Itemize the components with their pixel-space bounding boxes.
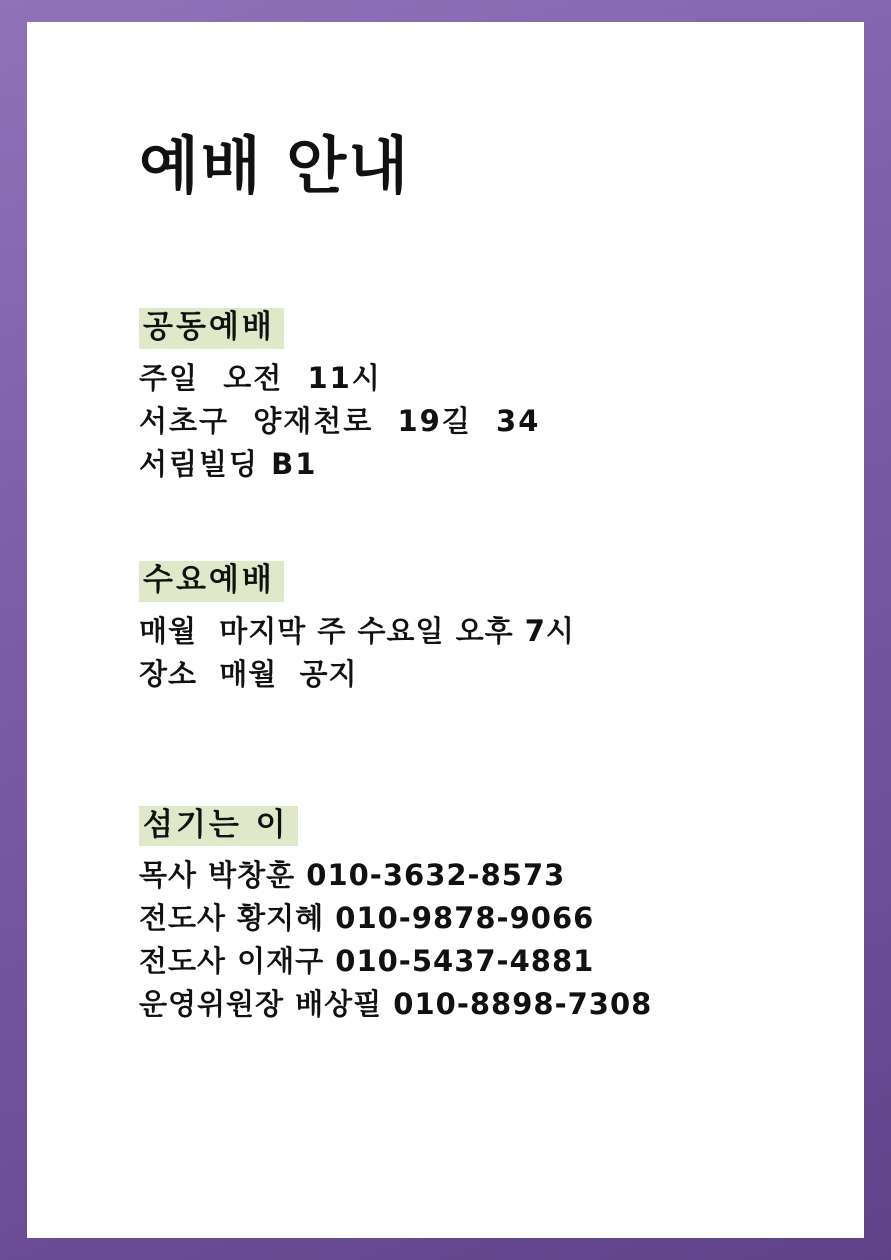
contact-line: 목사 박창훈 010-3632-8573 [139, 858, 566, 893]
section-lines [139, 357, 824, 486]
section-common-worship [139, 308, 824, 485]
section-heading: 공동예배 [139, 308, 284, 349]
contact-line: 전도사 이재구 010-5437-4881 [139, 944, 595, 979]
section-line: 서림빌딩 B1 [139, 446, 318, 481]
section-line: 서초구 양재천로 19길 34 [139, 403, 541, 438]
page-title: 예배 안내 [139, 129, 411, 202]
section-heading: 섬기는 이 [139, 806, 298, 847]
section-staff-contacts [139, 806, 824, 1026]
section-wednesday-worship [139, 561, 824, 695]
section-lines [139, 854, 824, 1026]
contact-line: 전도사 황지혜 010-9878-9066 [139, 901, 595, 936]
section-line: 주일 오전 11시 [139, 360, 382, 395]
section-lines [139, 610, 824, 696]
section-line: 매월 마지막 주 수요일 오후 7시 [139, 614, 575, 648]
document-content [112, 129, 824, 1026]
contact-line: 운영위원장 배상필 010-8898-7308 [139, 987, 653, 1022]
section-line: 장소 매월 공지 [139, 656, 358, 691]
document-page [27, 22, 864, 1238]
section-heading: 수요예배 [139, 561, 284, 602]
